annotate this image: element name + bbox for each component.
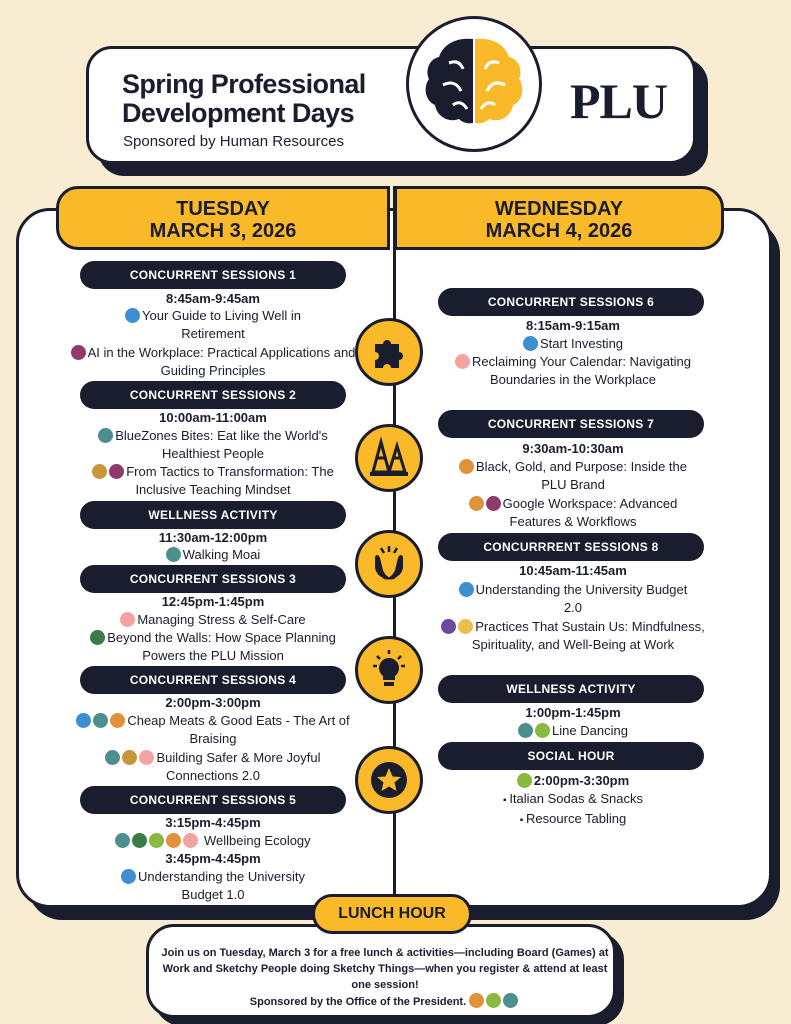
list-item: ▪ Italian Sodas & Snacks xyxy=(440,790,706,810)
block-heading: CONCURRENT SESSIONS 1 xyxy=(80,261,346,289)
block-time: 10:45am-11:45am xyxy=(519,563,627,578)
session-item: From Tactics to Transformation: The Inclusive Teaching Mindset xyxy=(70,463,356,499)
clapping-hands-icon xyxy=(355,530,423,598)
session-category-icon xyxy=(503,993,518,1008)
session-category-icon xyxy=(105,750,120,765)
block-time: 10:00am-11:00am xyxy=(159,410,267,425)
session-category-icon xyxy=(149,833,164,848)
session-category-icon xyxy=(166,833,181,848)
session-category-icon xyxy=(486,496,501,511)
session-item: Understanding the University Budget 1.0 xyxy=(70,868,356,904)
block-heading: CONCURRENT SESSIONS 6 xyxy=(438,288,704,316)
session-item: Line Dancing xyxy=(440,722,706,740)
puzzle-icon xyxy=(355,318,423,386)
lunch-description: Join us on Tuesday, March 3 for a free lunch & activities—including Board (Games) at Work and Sketchy People doing Sketchy Things—when you register & attend at least one session! Sponsored by the Office of the President. xyxy=(161,947,609,1008)
session-category-icon xyxy=(125,308,140,323)
session-category-icon xyxy=(121,869,136,884)
social-hour-list xyxy=(440,790,706,830)
block-time: 2:00pm-3:00pm xyxy=(165,695,261,710)
session-category-icon xyxy=(166,547,181,562)
session-category-icon xyxy=(455,354,470,369)
session-category-icon xyxy=(132,833,147,848)
star-icon xyxy=(355,746,423,814)
session-item: Walking Moai xyxy=(70,546,356,564)
session-category-icon xyxy=(139,750,154,765)
traffic-cones-icon xyxy=(355,424,423,492)
block-heading: CONCURRENT SESSIONS 7 xyxy=(438,410,704,438)
tuesday-header: TUESDAY MARCH 3, 2026 xyxy=(56,186,390,250)
session-category-icon xyxy=(122,750,137,765)
session-item: Google Workspace: Advanced Features & Workflows xyxy=(440,495,706,531)
session-category-icon xyxy=(120,612,135,627)
block-heading: WELLNESS ACTIVITY xyxy=(80,501,346,529)
session-category-icon xyxy=(183,833,198,848)
block-time: 8:45am-9:45am xyxy=(166,291,260,306)
session-category-icon xyxy=(469,496,484,511)
block-time: 12:45pm-1:45pm xyxy=(161,594,265,609)
session-category-icon xyxy=(458,619,473,634)
lunch-hour-title: LUNCH HOUR xyxy=(312,894,472,934)
session-category-icon xyxy=(93,713,108,728)
session-item: Managing Stress & Self-Care xyxy=(70,611,356,629)
session-item: Wellbeing Ecology xyxy=(70,832,356,850)
session-category-icon xyxy=(486,993,501,1008)
lightbulb-icon xyxy=(355,636,423,704)
session-category-icon xyxy=(459,582,474,597)
session-category-icon xyxy=(517,773,532,788)
session-item: Understanding the University Budget 2.0 xyxy=(440,581,706,617)
list-item: ▪ Resource Tabling xyxy=(440,810,706,830)
session-category-icon xyxy=(110,713,125,728)
sponsor-line: Sponsored by Human Resources xyxy=(123,133,344,150)
session-item: Cheap Meats & Good Eats - The Art of Braising xyxy=(70,712,356,748)
block-time: 9:30am-10:30am xyxy=(522,441,624,456)
plu-logo: PLU xyxy=(570,73,667,129)
block-heading: CONCURRENT SESSIONS 3 xyxy=(80,565,346,593)
session-category-icon xyxy=(71,345,86,360)
session-category-icon xyxy=(76,713,91,728)
session-category-icon xyxy=(459,459,474,474)
session-category-icon xyxy=(92,464,107,479)
session-category-icon xyxy=(469,993,484,1008)
block-heading: CONCURRENT SESSIONS 5 xyxy=(80,786,346,814)
block-heading: CONCURRRENT SESSIONS 8 xyxy=(438,533,704,561)
session-item: BlueZones Bites: Eat like the World's Healthiest People xyxy=(70,427,356,463)
block-heading: WELLNESS ACTIVITY xyxy=(438,675,704,703)
session-category-icon xyxy=(98,428,113,443)
session-item: AI in the Workplace: Practical Applications and Guiding Principles xyxy=(70,344,356,380)
session-item: Start Investing xyxy=(440,335,706,353)
block-time: 2:00pm-3:30pm xyxy=(440,773,706,788)
block-heading: CONCURRENT SESSIONS 2 xyxy=(80,381,346,409)
session-item: Reclaiming Your Calendar: Navigating Boundaries in the Workplace xyxy=(440,353,706,389)
brain-icon xyxy=(406,16,542,152)
session-item: Your Guide to Living Well in Retirement xyxy=(70,307,356,343)
session-category-icon xyxy=(115,833,130,848)
block-time: 3:45pm-4:45pm xyxy=(165,851,261,866)
block-time: 8:15am-9:15am xyxy=(526,318,620,333)
session-category-icon xyxy=(441,619,456,634)
block-time: 1:00pm-1:45pm xyxy=(525,705,621,720)
session-item: Black, Gold, and Purpose: Inside the PLU Brand xyxy=(440,458,706,494)
wednesday-header: WEDNESDAY MARCH 4, 2026 xyxy=(394,186,724,250)
session-item: Practices That Sustain Us: Mindfulness, Spirituality, and Well-Being at Work xyxy=(440,618,706,654)
session-item: Building Safer & More Joyful Connections 2.0 xyxy=(70,749,356,785)
block-heading: SOCIAL HOUR xyxy=(438,742,704,770)
session-category-icon xyxy=(518,723,533,738)
session-item: Beyond the Walls: How Space Planning Powers the PLU Mission xyxy=(70,629,356,665)
session-category-icon xyxy=(523,336,538,351)
block-time: 3:15pm-4:45pm xyxy=(165,815,261,830)
session-category-icon xyxy=(90,630,105,645)
session-category-icon xyxy=(109,464,124,479)
event-title: Spring Professional Development Days xyxy=(122,69,366,128)
block-heading: CONCURRENT SESSIONS 4 xyxy=(80,666,346,694)
session-category-icon xyxy=(535,723,550,738)
block-time: 11:30am-12:00pm xyxy=(158,530,268,545)
